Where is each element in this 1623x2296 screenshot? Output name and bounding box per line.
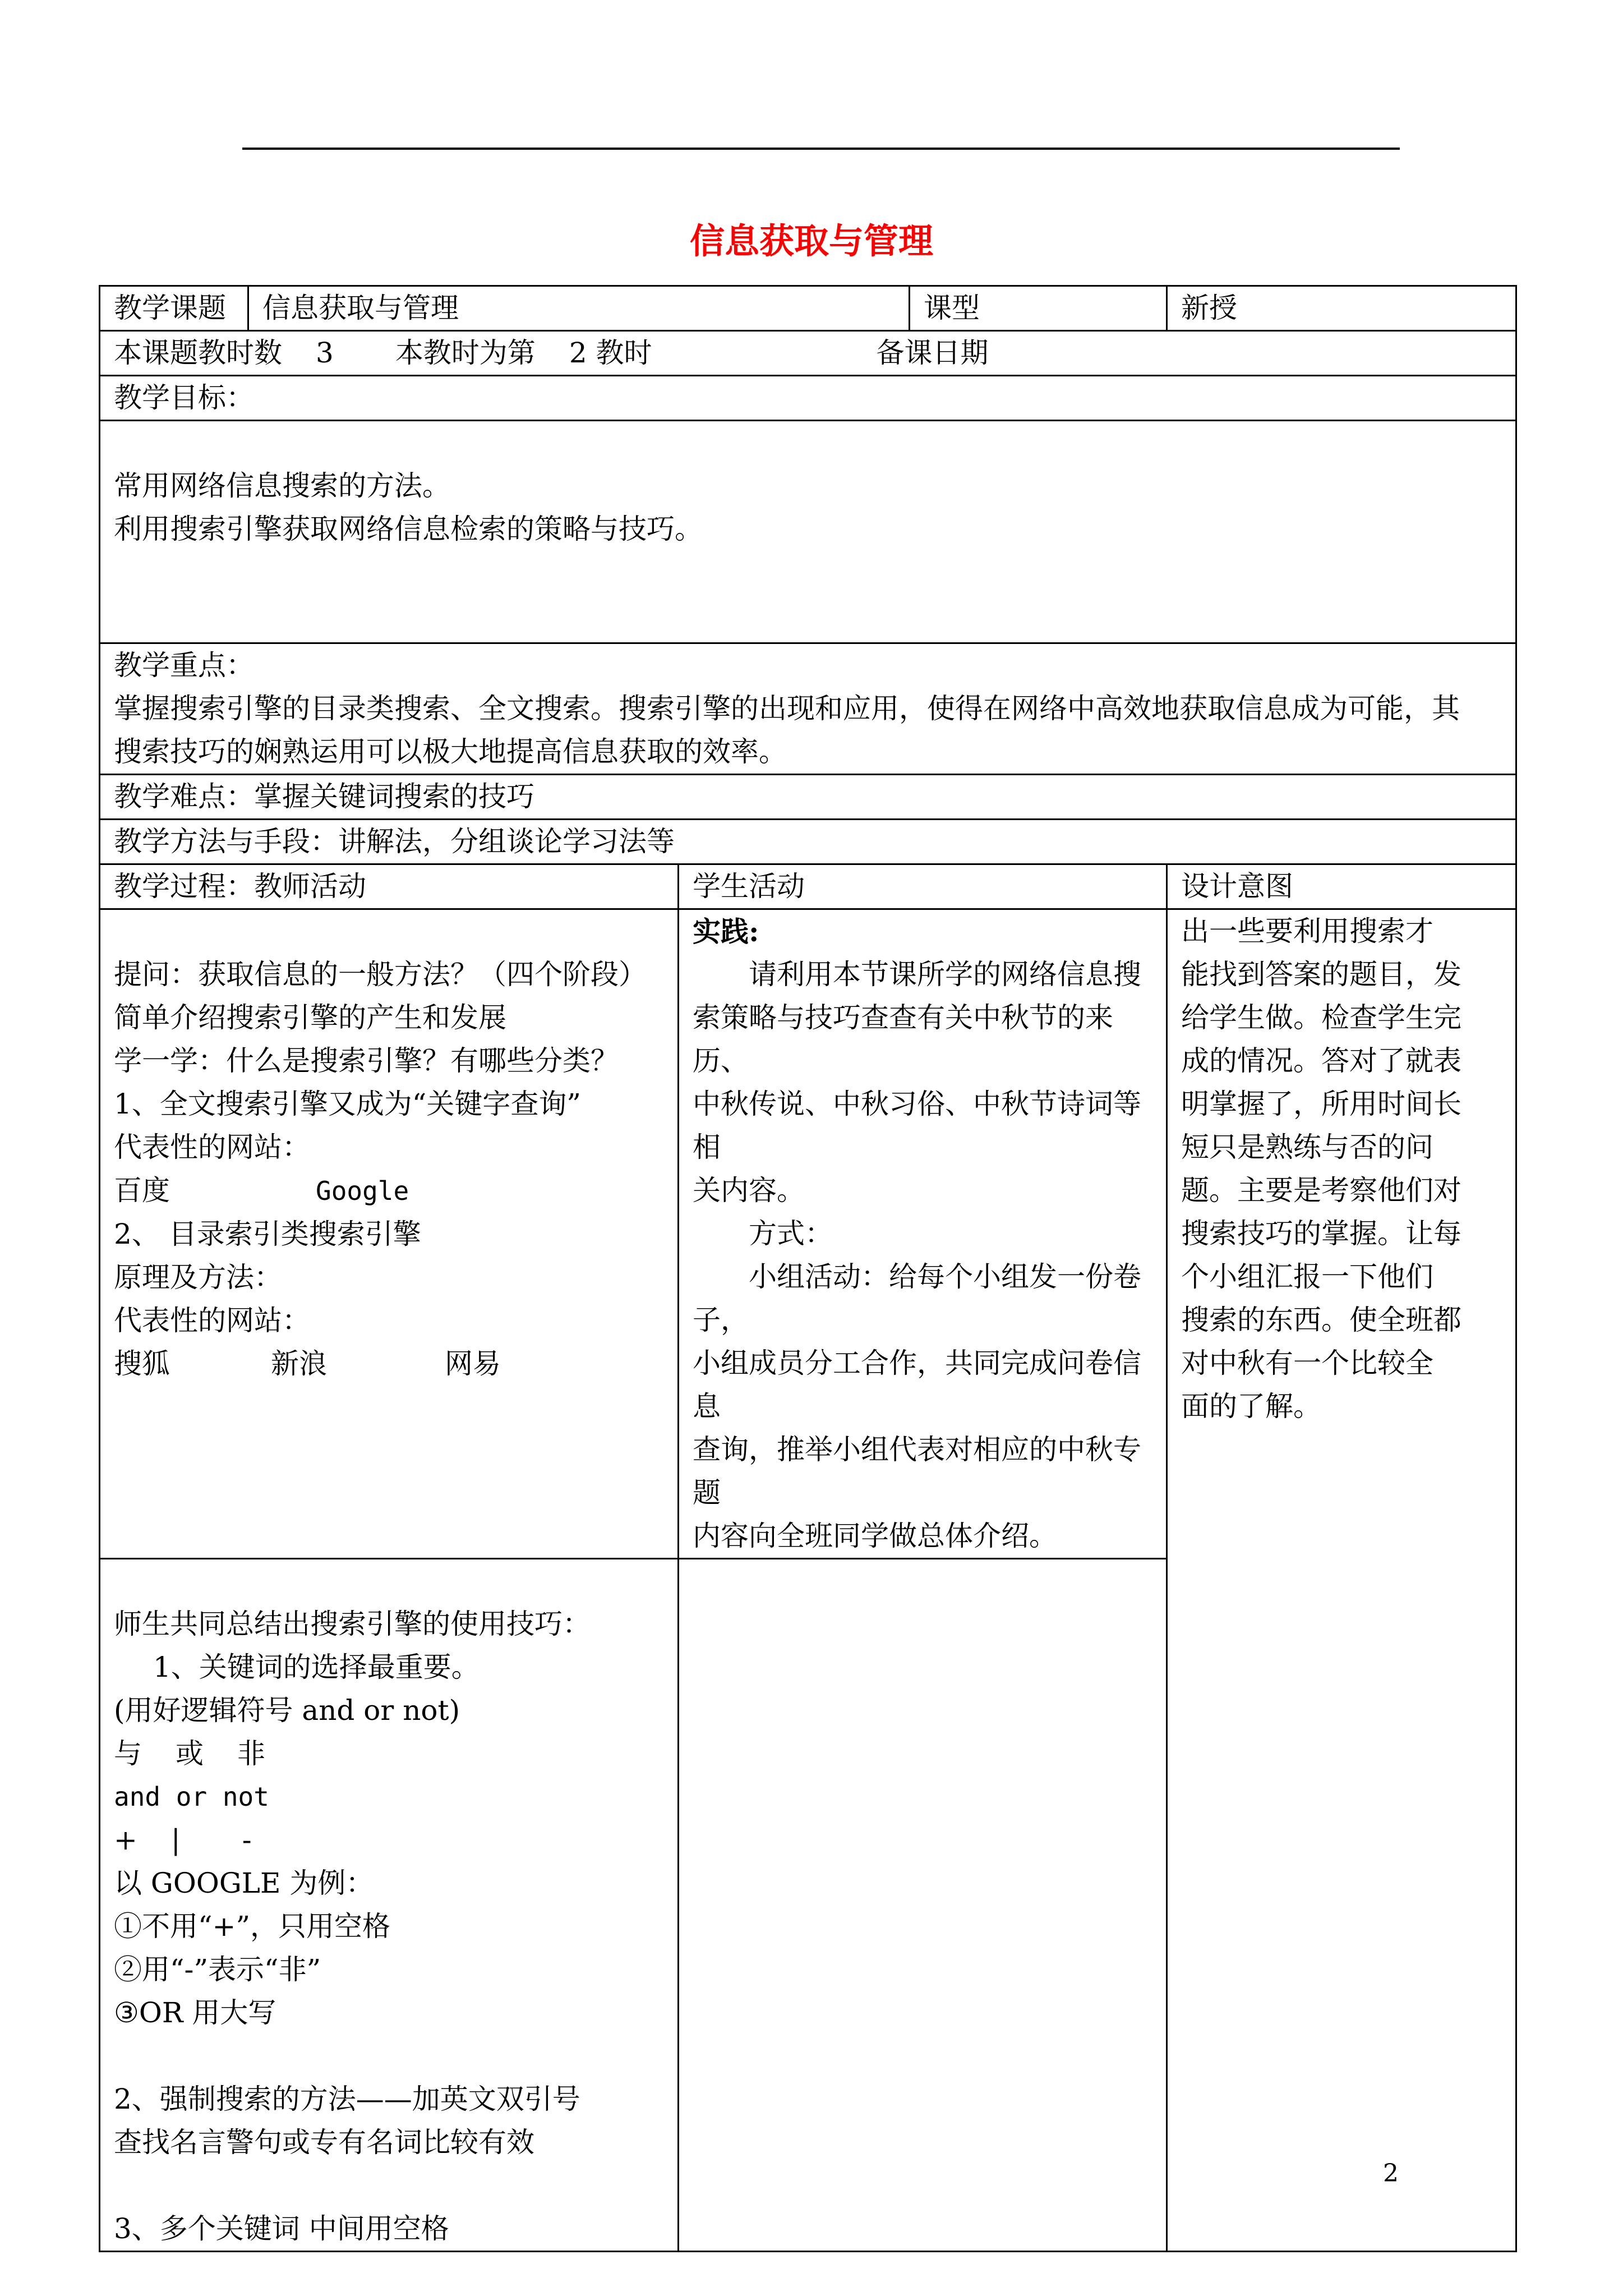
site-baidu: 百度: [114, 1174, 170, 1207]
row-process-headers: [100, 864, 1516, 909]
site-netease: 网易: [445, 1347, 501, 1380]
logic-and-cn: 与: [114, 1737, 142, 1770]
row-process-1: [100, 909, 1516, 1559]
logic-or-cn: 或: [176, 1737, 204, 1770]
intent-line-5: 明掌握了，所用时间长: [1181, 1088, 1461, 1120]
current-label: 本教时为第: [395, 337, 536, 369]
row-difficulty: [100, 775, 1516, 820]
type-value: 新授: [1167, 286, 1516, 331]
teacher2-line-10: ③OR 用大写: [114, 1996, 276, 2029]
intent-line-2: 能找到答案的题目，发: [1181, 958, 1461, 991]
teacher1-line-7: 2、 目录索引类搜索引擎: [114, 1218, 421, 1250]
date-label: 备课日期: [876, 337, 989, 369]
student-p2-line-4: 内容向全班同学做总体介绍。: [693, 1520, 1057, 1552]
goal-line-2: 利用搜索引擎获取网络信息检索的策略与技巧。: [114, 513, 703, 545]
type-label: 课型: [910, 286, 1167, 331]
logic-minus: -: [242, 1824, 252, 1856]
teacher1-sites-row-1: [114, 1169, 664, 1213]
teacher2-line-12: 查找名言警句或专有名词比较有效: [114, 2126, 534, 2159]
teacher2-line-9: ②用“-”表示“非”: [114, 1953, 321, 1986]
row-keypoints: [100, 643, 1516, 775]
goal-line-1: 常用网络信息搜索的方法。: [114, 470, 450, 502]
teacher2-line-8: ①不用“+”，只用空格: [114, 1910, 391, 1943]
methods-text: 教学方法与手段：讲解法，分组谈论学习法等: [100, 820, 1516, 864]
intent-block: [1167, 909, 1516, 2252]
row-topic: [100, 286, 1516, 331]
spacer: [114, 2164, 664, 2207]
teacher2-line-3: (用好逻辑符号 and or not): [114, 1694, 460, 1727]
teacher1-line-2: 简单介绍搜索引擎的产生和发展: [114, 1001, 506, 1034]
document-title: 信息获取与管理: [689, 220, 933, 261]
intent-line-10: 搜索的东西。使全班都: [1181, 1304, 1461, 1336]
intent-line-9: 个小组汇报一下他们: [1181, 1260, 1433, 1293]
teacher1-line-5: 代表性的网站：: [114, 1131, 310, 1163]
teacher2-line-7: 以 GOOGLE 为例：: [114, 1867, 374, 1899]
row-methods: [100, 820, 1516, 864]
current-value: 2: [569, 337, 587, 369]
student-p1-line-1: 请利用本节课所学的网络信息搜: [749, 958, 1141, 991]
student-p2-line-1: 小组活动：给每个小组发一份卷子，: [693, 1260, 1141, 1336]
spacer: [114, 2035, 664, 2078]
lesson-plan-table: [99, 285, 1517, 2252]
student-method-label: 方式：: [749, 1217, 833, 1250]
student-p1-line-3: 中秋传说、中秋习俗、中秋节诗词等相: [693, 1088, 1141, 1163]
site-sohu: 搜狐: [114, 1347, 170, 1380]
intent-line-12: 面的了解。: [1181, 1390, 1321, 1423]
intent-line-6: 短只是熟练与否的问: [1181, 1131, 1433, 1163]
intent-line-7: 题。主要是考察他们对: [1181, 1174, 1461, 1207]
teacher1-line-9: 代表性的网站：: [114, 1304, 310, 1337]
teacher-block-1: [100, 909, 679, 1559]
intent-line-4: 成的情况。答对了就表: [1181, 1045, 1461, 1077]
keypoints-heading: 教学重点：: [114, 649, 254, 682]
intent-line-1: 出一些要利用搜索才: [1181, 915, 1433, 947]
student-p1-line-4: 关内容。: [693, 1174, 805, 1207]
logic-not-cn: 非: [237, 1737, 265, 1770]
site-google: Google: [316, 1176, 409, 1206]
difficulty-text: 教学难点：掌握关键词搜索的技巧: [100, 775, 1516, 820]
goals-heading: 教学目标：: [100, 376, 1516, 421]
col-teacher-header: 教学过程：教师活动: [100, 864, 679, 909]
logic-plus: +: [114, 1824, 137, 1856]
hours-value: 3: [316, 337, 334, 369]
teacher2-line-11: 2、强制搜索的方法——加英文双引号: [114, 2083, 580, 2115]
current-suffix: 教时: [596, 337, 652, 369]
keypoint-line-2: 搜索技巧的娴熟运用可以极大地提高信息获取的效率。: [114, 735, 787, 768]
student-block: [679, 909, 1167, 1559]
keypoint-line-1: 掌握搜索引擎的目录类搜索、全文搜索。搜索引擎的出现和应用，使得在网络中高效地获取信息成为可能，其: [114, 692, 1460, 725]
student-heading: 实践:: [693, 915, 759, 948]
teacher2-line-13: 3、多个关键词 中间用空格: [114, 2212, 449, 2245]
topic-value: 信息获取与管理: [248, 286, 910, 331]
student-p2-line-3: 查询，推举小组代表对相应的中秋专题: [693, 1433, 1141, 1509]
logic-cn-row: [114, 1732, 664, 1775]
row-goals-heading: [100, 376, 1516, 421]
teacher1-line-1: 提问：获取信息的一般方法？（四个阶段）: [114, 958, 647, 991]
intent-line-3: 给学生做。检查学生完: [1181, 1001, 1461, 1034]
site-sina: 新浪: [271, 1347, 327, 1380]
teacher1-sites-row-2: [114, 1342, 664, 1386]
header-rule: [242, 148, 1400, 150]
page-number: 2: [1383, 2159, 1399, 2188]
teacher2-line-2: 1、关键词的选择最重要。: [153, 1651, 479, 1683]
col-student-header: 学生活动: [679, 864, 1167, 909]
logic-en-row: and or not: [114, 1782, 269, 1812]
intent-line-8: 搜索技巧的掌握。让每: [1181, 1217, 1461, 1250]
teacher-block-2: [100, 1559, 679, 2252]
logic-pipe: |: [170, 1824, 181, 1856]
hours-cell: [100, 331, 1516, 376]
teacher1-line-3: 学一学：什么是搜索引擎？有哪些分类？: [114, 1045, 619, 1077]
student-p2-line-2: 小组成员分工合作，共同完成问卷信息: [693, 1347, 1141, 1423]
student-block-empty: [679, 1559, 1167, 2252]
hours-label: 本课题教时数: [114, 337, 282, 369]
row-goals: [100, 421, 1516, 643]
logic-sym-row: [114, 1819, 664, 1862]
topic-label: 教学课题: [100, 286, 248, 331]
intent-line-11: 对中秋有一个比较全: [1181, 1347, 1433, 1379]
row-hours: [100, 331, 1516, 376]
col-intent-header: 设计意图: [1167, 864, 1516, 909]
keypoints-content: [100, 643, 1516, 775]
teacher1-line-4: 1、全文搜索引擎又成为“关键字查询”: [114, 1088, 581, 1120]
goals-content: [100, 421, 1516, 643]
teacher1-line-8: 原理及方法：: [114, 1261, 282, 1294]
teacher2-line-1: 师生共同总结出搜索引擎的使用技巧：: [114, 1608, 591, 1640]
student-p1-line-2: 索策略与技巧查查有关中秋节的来历、: [693, 1001, 1113, 1077]
